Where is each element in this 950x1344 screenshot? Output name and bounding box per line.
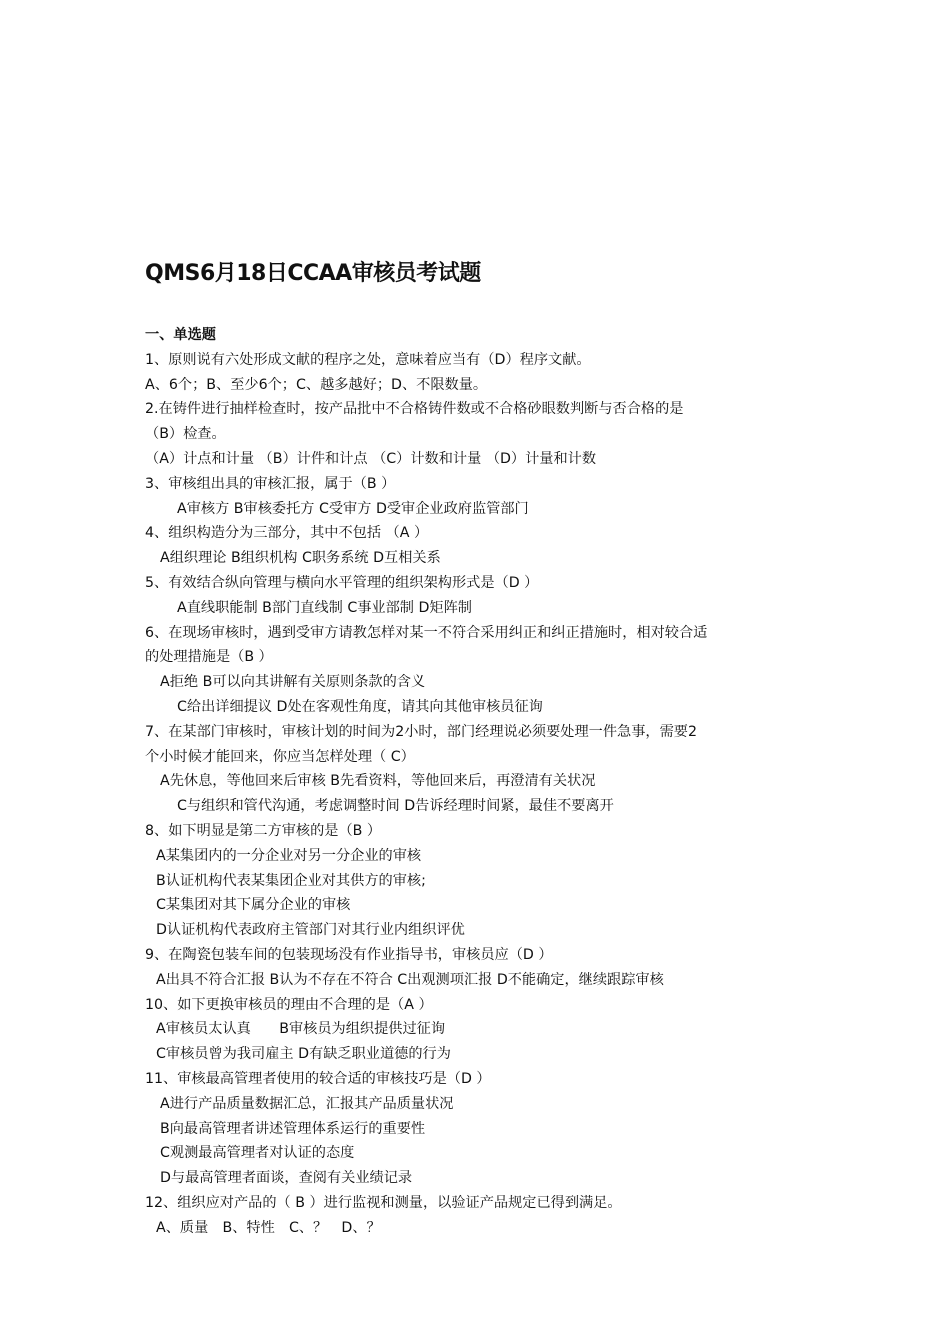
question-7-cont: 个小时候才能回来，你应当怎样处理（ C） [145, 748, 415, 765]
question-6-options-cd: C给出详细提议 D处在客观性角度，请其向其他审核员征询 [177, 698, 543, 715]
question-8: 8、如下明显是第二方审核的是（B ） [145, 822, 382, 839]
question-8-option-a: A某集团内的一分企业对另一分企业的审核 [156, 847, 422, 864]
question-8-option-d: D认证机构代表政府主管部门对其行业内组织评优 [156, 922, 465, 939]
question-8-option-c: C某集团对其下属分企业的审核 [156, 897, 351, 914]
question-10-options-cd: C审核员曾为我司雇主 D有缺乏职业道德的行为 [156, 1046, 451, 1063]
question-list [145, 323, 810, 1240]
question-11-option-b: B向最高管理者讲述管理体系运行的重要性 [160, 1120, 426, 1137]
question-6: 6、在现场审核时，遇到受审方请教怎样对某一不符合采用纠正和纠正措施时，相对较合适 [145, 624, 708, 641]
question-6-cont: 的处理措施是（B ） [145, 649, 273, 666]
question-4-options: A组织理论 B组织机构 C职务系统 D互相关系 [160, 550, 441, 567]
question-12: 12、组织应对产品的（ B ）进行监视和测量，以验证产品规定已得到满足。 [145, 1194, 622, 1211]
question-2-cont: （B）检查。 [145, 426, 226, 443]
question-7: 7、在某部门审核时，审核计划的时间为2小时，部门经理说必须要处理一件急事，需要2 [145, 723, 698, 740]
question-1-options: A、6个；B、至少6个；C、越多越好；D、不限数量。 [145, 376, 488, 393]
question-7-options-cd: C与组织和管代沟通，考虑调整时间 D告诉经理时间紧，最佳不要离开 [177, 798, 614, 815]
question-11-option-c: C观测最高管理者对认证的态度 [160, 1145, 355, 1162]
question-5: 5、有效结合纵向管理与横向水平管理的组织架构形式是（D ） [145, 574, 539, 591]
question-2-options: （A）计点和计量 （B）计件和计点 （C）计数和计量 （D）计量和计数 [145, 450, 597, 467]
question-10: 10、如下更换审核员的理由不合理的是（A ） [145, 996, 433, 1013]
question-8-option-b: B认证机构代表某集团企业对其供方的审核; [156, 872, 426, 889]
question-3: 3、审核组出具的审核汇报，属于（B ） [145, 475, 396, 492]
question-5-options: A直线职能制 B部门直线制 C事业部制 D矩阵制 [177, 599, 472, 616]
question-9: 9、在陶瓷包装车间的包装现场没有作业指导书，审核员应（D ） [145, 946, 553, 963]
question-11: 11、审核最高管理者使用的较合适的审核技巧是（D ） [145, 1070, 491, 1087]
question-4: 4、组织构造分为三部分，其中不包括 （A ） [145, 525, 429, 542]
question-11-option-a: A进行产品质量数据汇总，汇报其产品质量状况 [160, 1095, 454, 1112]
question-11-option-d: D与最高管理者面谈，查阅有关业绩记录 [160, 1170, 413, 1187]
document-title: QMS6月18日CCAA审核员考试题 [145, 261, 481, 286]
question-10-options-ab: A审核员太认真 B审核员为组织提供过征询 [156, 1021, 446, 1038]
question-1: 1、原则说有六处形成文献的程序之处，意味着应当有（D）程序文献。 [145, 351, 591, 368]
question-3-options: A审核方 B审核委托方 C受审方 D受审企业政府监管部门 [177, 500, 529, 517]
section-heading: 一、单选题 [145, 327, 216, 343]
question-9-options: A出具不符合汇报 B认为不存在不符合 C出观测项汇报 D不能确定，继续跟踪审核 [156, 971, 664, 988]
question-7-options-ab: A先休息，等他回来后审核 B先看资料，等他回来后，再澄清有关状况 [160, 773, 596, 790]
question-6-options-ab: A拒绝 B可以向其讲解有关原则条款的含义 [160, 674, 426, 691]
question-2: 2.在铸件进行抽样检查时，按产品批中不合格铸件数或不合格砂眼数判断与否合格的是 [145, 401, 684, 418]
question-12-options: A、质量 B、特性 C、？ D、？ [156, 1219, 381, 1236]
